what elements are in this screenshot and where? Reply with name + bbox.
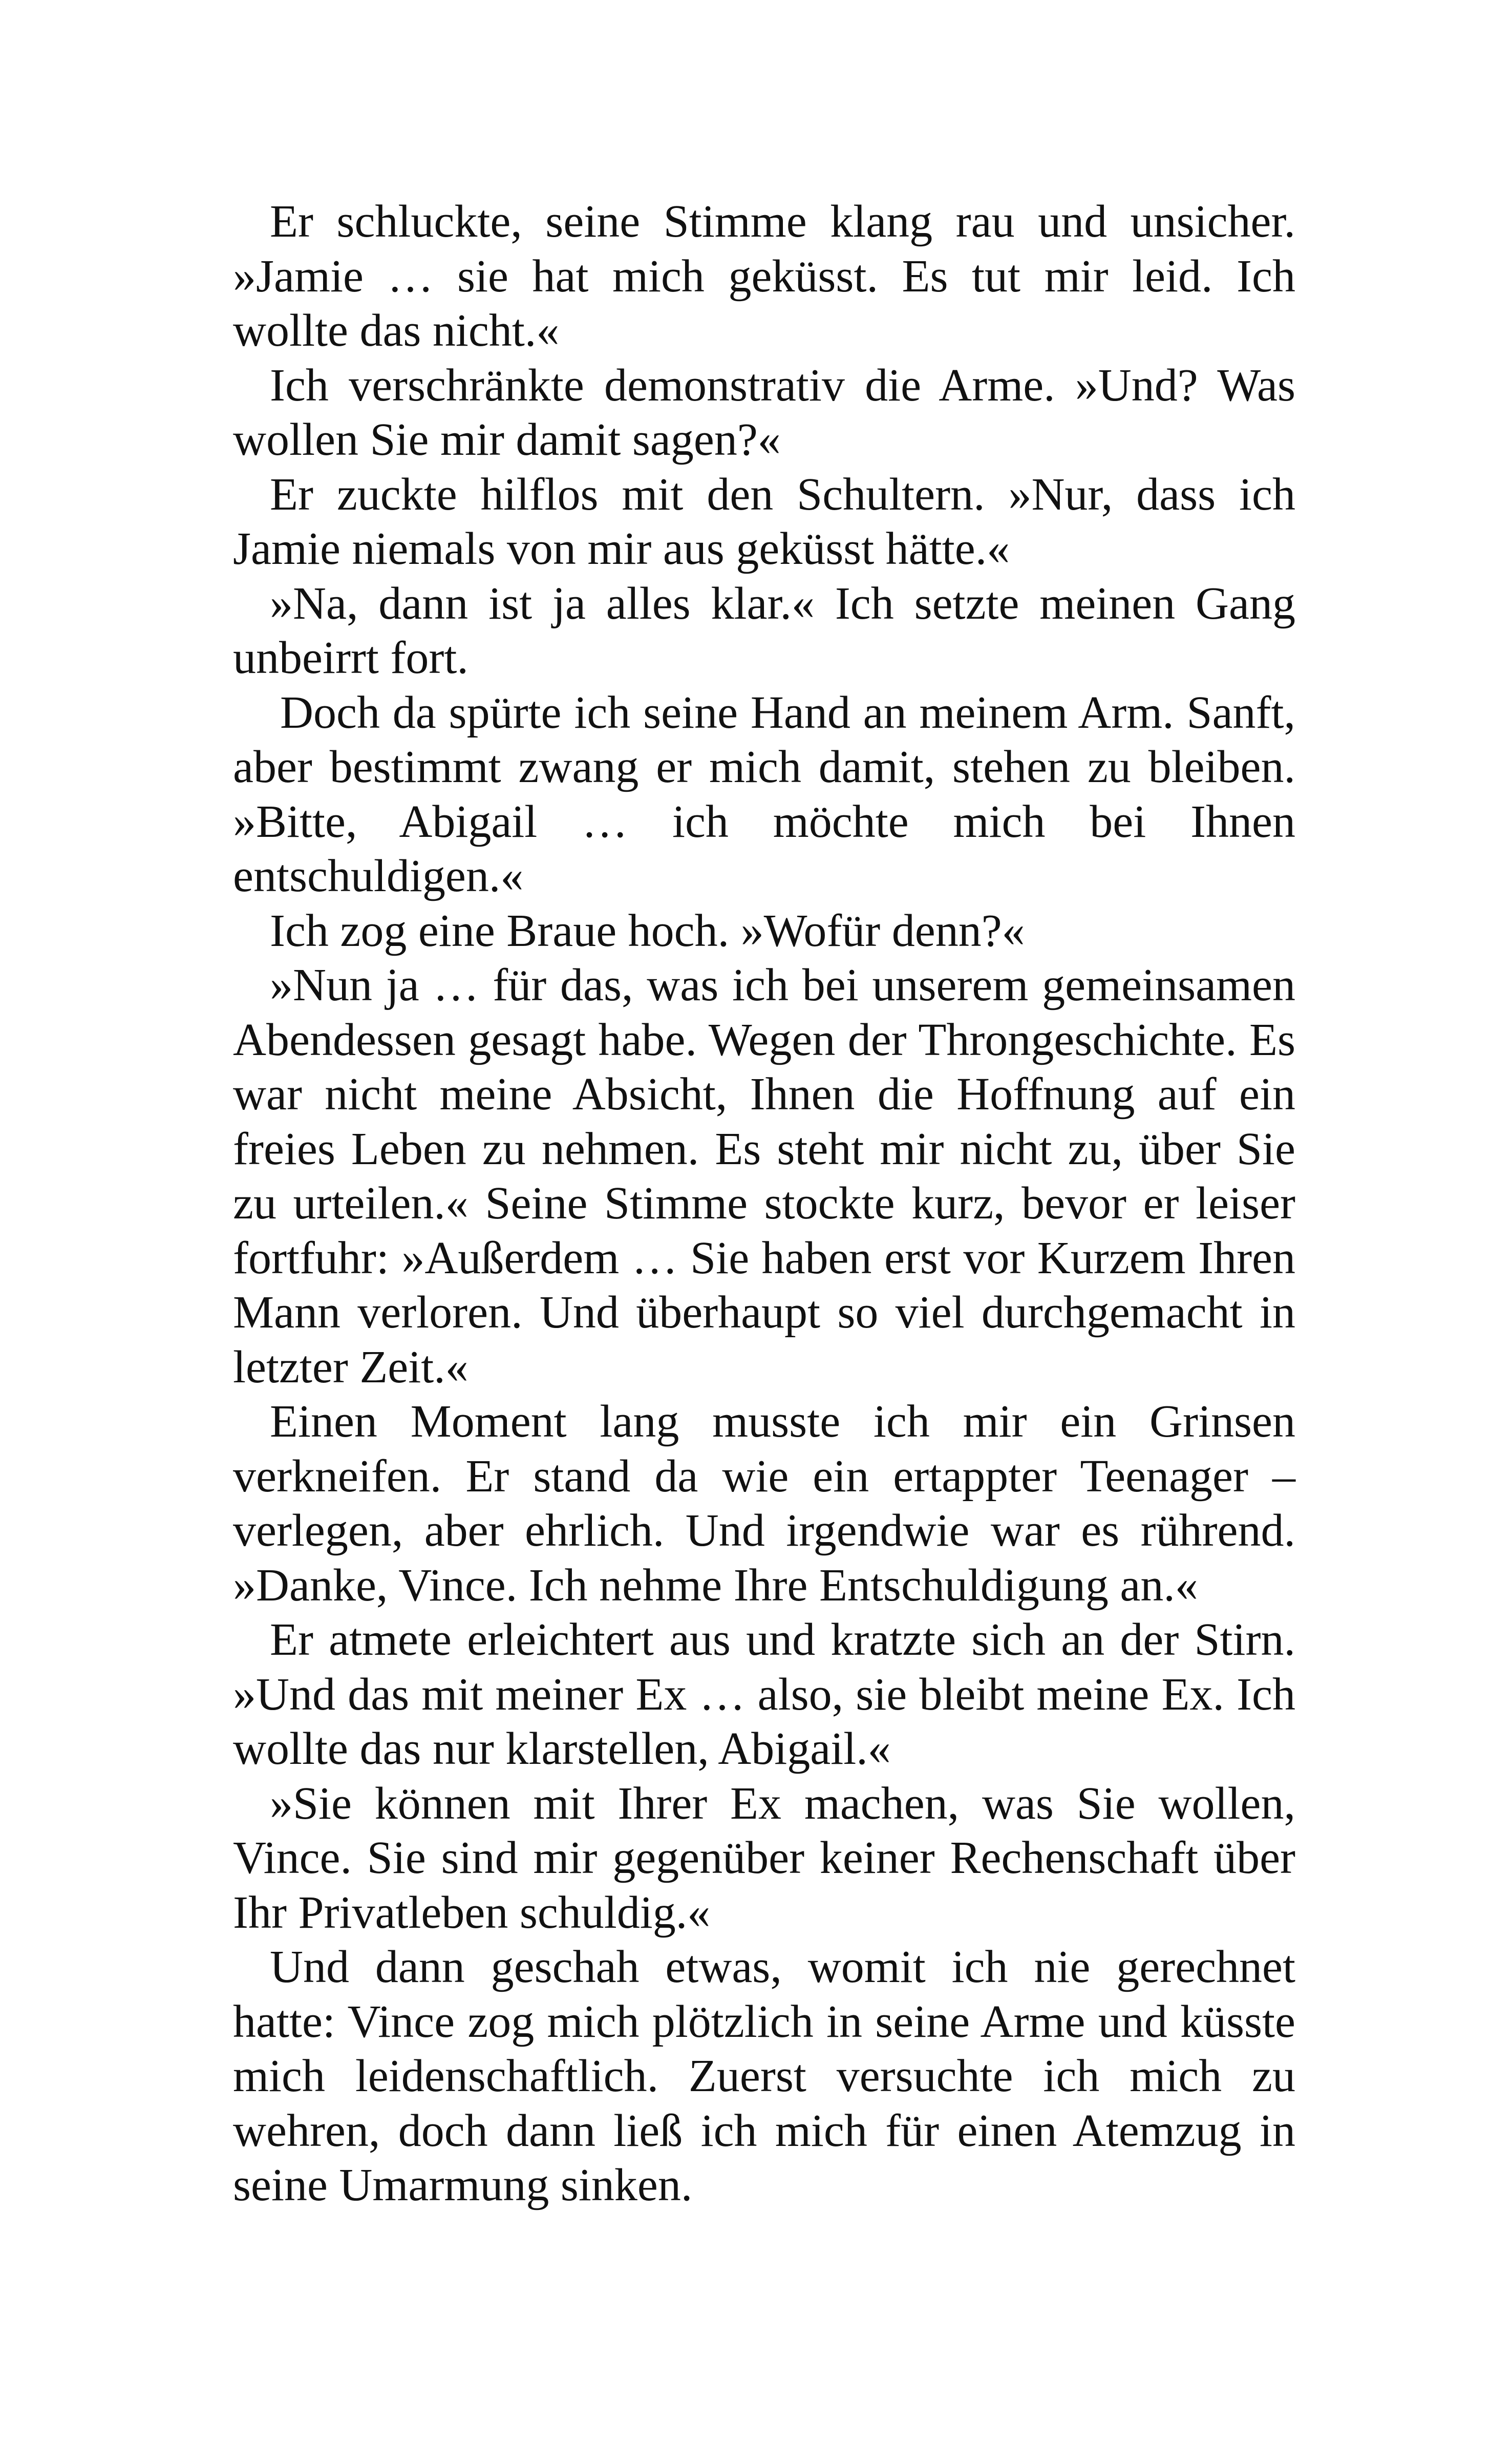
paragraph: Ich verschränkte demonstrativ die Arme. »Und? Was wollen Sie mir damit sagen?« (233, 360, 1295, 465)
paragraph: Doch da spürte ich seine Hand an meinem Arm. Sanft, aber bestimmt zwang er mich damit, stehen zu bleiben. »Bitte, Abigail … ich möchte mich bei Ihnen entschuldigen.« (233, 687, 1295, 901)
paragraph: »Nun ja … für das, was ich bei unserem gemeinsamen Abendessen gesagt habe. Wegen der Throngeschichte. Es war nicht meine Absicht, Ihnen die Hoffnung auf ein freies Leben zu nehmen. Es steht mir nicht zu, über Sie zu urteilen.« Seine Stimme stockte kurz, bevor er leiser fortfuhr: »Außerdem … Sie haben erst vor Kurzem Ihren Mann verloren. Und überhaupt so viel durchgemacht in letzter Zeit.« (233, 960, 1295, 1393)
paragraph: Und dann geschah etwas, womit ich nie gerechnet hatte: Vince zog mich plötzlich in seine Arme und küsste mich leidenschaftlich. Zuerst versuchte ich mich zu wehren, doch dann ließ ich mich für einen Atemzug in seine Umarmung sinken. (233, 1942, 1295, 2210)
paragraph: »Na, dann ist ja alles klar.« Ich setzte meinen Gang unbeirrt fort. (233, 578, 1295, 683)
paragraph: Er atmete erleichtert aus und kratzte sich an der Stirn. »Und das mit meiner Ex … also, sie bleibt meine Ex. Ich wollte das nur klarstellen, Abigail.« (233, 1614, 1295, 1774)
paragraph: Er zuckte hilflos mit den Schultern. »Nur, dass ich Jamie niemals von mir aus geküsst hätte.« (233, 469, 1295, 574)
paragraph: Einen Moment lang musste ich mir ein Grinsen verkneifen. Er stand da wie ein ertappter Teenager – verlegen, aber ehrlich. Und irgendwie war es rührend. »Danke, Vince. Ich nehme Ihre Entschuldigung an.« (233, 1396, 1295, 1611)
book-page-text (233, 195, 1295, 2213)
paragraph: Er schluckte, seine Stimme klang rau und unsicher. »Jamie … sie hat mich geküsst. Es tut mir leid. Ich wollte das nicht.« (233, 196, 1295, 356)
paragraph: Ich zog eine Braue hoch. »Wofür denn?« (270, 905, 1025, 956)
paragraph: »Sie können mit Ihrer Ex machen, was Sie wollen, Vince. Sie sind mir gegenüber keiner Rechenschaft über Ihr Privatleben schuldig.« (233, 1778, 1295, 1938)
